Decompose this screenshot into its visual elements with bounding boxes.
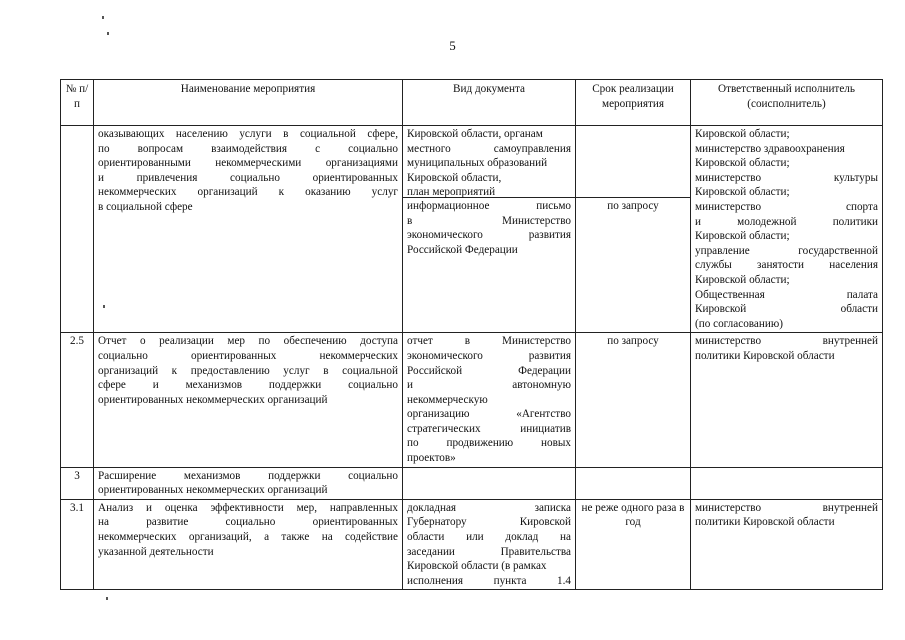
row-deadline <box>576 126 691 333</box>
doc-line: по продвижению новых <box>407 437 571 450</box>
doc-line: отчет в Министерство <box>407 335 571 348</box>
table-row <box>61 467 883 499</box>
doc-line: Российской Федерации <box>407 364 571 377</box>
doc-line: Кировской области (в рамках <box>407 560 547 573</box>
doc-line: некоммерческую <box>407 393 488 406</box>
resp-line: службы занятости населения <box>695 259 878 272</box>
resp-line: политики Кировской области <box>695 349 835 362</box>
resp-line: и молодежной политики <box>695 215 878 228</box>
row-name <box>94 333 403 467</box>
row-doc-type <box>403 126 576 333</box>
doc-line: Кировской области, органам <box>407 128 543 140</box>
name-line: в социальной сфере <box>98 200 193 213</box>
resp-line: министерство культуры <box>695 171 878 184</box>
name-line: Отчет о реализации мер по обеспечению доступа <box>98 335 398 348</box>
header-deadline: Срок реализации мероприятия <box>576 80 691 126</box>
name-line: на развитие социально ориентированных <box>98 516 398 529</box>
resp-line: Кировской области; <box>695 128 790 140</box>
row-num <box>61 126 94 333</box>
page-number: 5 <box>449 38 456 53</box>
header-responsible: Ответственный исполнитель (соисполнитель) <box>691 80 883 126</box>
doc-line: план мероприятий <box>407 186 496 199</box>
name-line: Анализ и оценка эффективности мер, направленных <box>98 501 398 514</box>
doc-line: заседании Правительства <box>407 545 571 558</box>
name-line: Расширение механизмов поддержки социально <box>98 469 398 482</box>
resp-line: министерство здравоохранения <box>695 142 845 155</box>
doc-line: местного самоуправления <box>407 142 571 155</box>
name-line: ориентированных некоммерческих организаций <box>98 484 328 497</box>
name-line: организаций к предоставлению услуг в социальной <box>98 364 398 377</box>
doc-line: в Министерство <box>407 214 571 227</box>
row-responsible <box>691 333 883 467</box>
resp-line: Кировской области; <box>695 186 790 199</box>
scan-speck <box>103 305 105 308</box>
doc-bottom <box>403 198 575 258</box>
doc-line: организацию «Агентство <box>407 408 571 421</box>
doc-line: экономического развития <box>407 229 571 242</box>
row-responsible <box>691 499 883 590</box>
row-doc-type <box>403 333 576 467</box>
row-num: 2.5 <box>61 333 94 467</box>
resp-line: Кировской области; <box>695 230 790 243</box>
table-row <box>61 333 883 467</box>
doc-line: Губернатору Кировской <box>407 516 571 529</box>
resp-line: Кировской области <box>695 303 878 316</box>
resp-line: министерство внутренней <box>695 501 878 514</box>
row-doc-type <box>403 467 576 499</box>
row-deadline <box>576 467 691 499</box>
table-header-row <box>61 80 883 126</box>
row-name <box>94 499 403 590</box>
doc-line: муниципальных образований <box>407 157 548 170</box>
resp-line: Общественная палата <box>695 288 878 301</box>
doc-line: проектов» <box>407 452 456 465</box>
table-row <box>61 126 883 333</box>
resp-line: Кировской области; <box>695 157 790 170</box>
name-line: ориентированными некоммерческими организациями <box>98 157 398 170</box>
table-row <box>61 499 883 590</box>
resp-line: Кировской области; <box>695 273 790 286</box>
resp-line: (по согласованию) <box>695 317 783 330</box>
doc-line: Кировской области, <box>407 171 502 184</box>
deadline-bottom: по запросу <box>607 200 659 212</box>
row-responsible <box>691 126 883 333</box>
name-line: по вопросам взаимодействия с социально <box>98 142 398 155</box>
name-line: ориентированных некоммерческих организаций <box>98 393 328 406</box>
row-responsible <box>691 467 883 499</box>
row-doc-type <box>403 499 576 590</box>
doc-line: экономического развития <box>407 349 571 362</box>
row-name <box>94 467 403 499</box>
deadline-top <box>576 126 690 198</box>
name-line: социально ориентированных некоммерческих <box>98 349 398 362</box>
header-name: Наименование мероприятия <box>94 80 403 126</box>
name-line: некоммерческих организаций, а также на содействие <box>98 531 398 544</box>
doc-line: исполнения пункта 1.4 <box>407 574 571 587</box>
measures-table <box>60 79 883 590</box>
doc-line: и автономную <box>407 379 571 392</box>
resp-line: управление государственной <box>695 244 878 257</box>
name-line: и привлечения социально ориентированных <box>98 171 398 184</box>
resp-line: министерство внутренней <box>695 335 878 348</box>
row-name <box>94 126 403 333</box>
doc-line: докладная записка <box>407 501 571 514</box>
doc-line: информационное письмо <box>407 200 571 212</box>
row-deadline: по запросу <box>576 333 691 467</box>
name-line: указанной деятельности <box>98 545 214 558</box>
name-line: некоммерческих организаций к оказанию услуг <box>98 186 398 199</box>
header-num: № п/п <box>61 80 94 126</box>
name-line: сфере и механизмов поддержки социально <box>98 379 398 392</box>
doc-top <box>403 126 575 198</box>
row-num: 3.1 <box>61 499 94 590</box>
name-line: оказывающих населению услуги в социальной сфере, <box>98 128 398 140</box>
scan-speck <box>107 32 109 35</box>
row-num: 3 <box>61 467 94 499</box>
doc-line: Российской Федерации <box>407 243 518 256</box>
doc-line: стратегических инициатив <box>407 422 571 435</box>
resp-line: министерство спорта <box>695 200 878 213</box>
doc-line: области или доклад на <box>407 531 571 544</box>
header-doc-type: Вид документа <box>403 80 576 126</box>
resp-line: политики Кировской области <box>695 516 835 529</box>
scan-speck <box>106 597 108 600</box>
row-deadline: не реже одного раза в год <box>576 499 691 590</box>
scan-speck <box>102 16 104 19</box>
